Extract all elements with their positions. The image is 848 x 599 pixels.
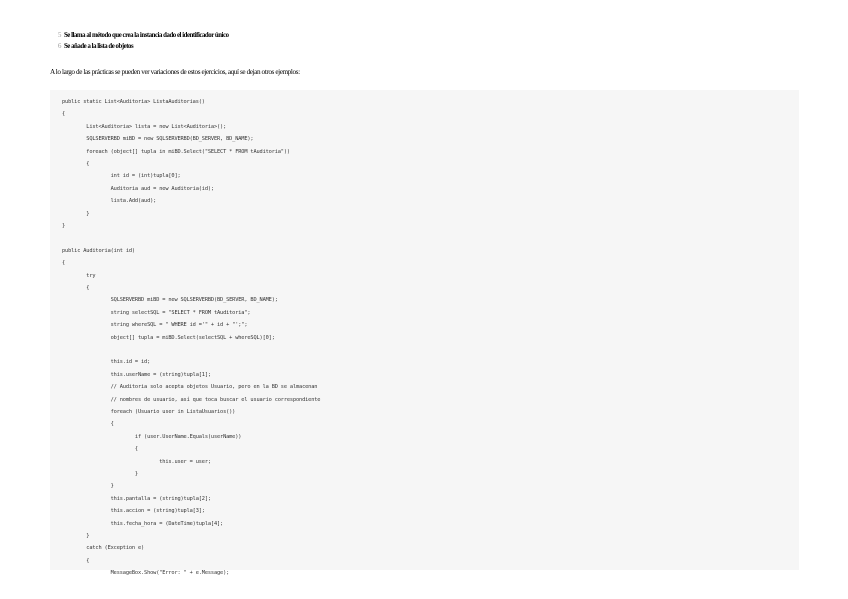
list-item-text: Se añade a la lista de objetos [63, 43, 134, 50]
code-line: this.userName = (string)tupla[1]; [62, 371, 211, 378]
code-line: } [62, 483, 114, 490]
code-line: foreach (Usuario user in ListaUsuarios()) [62, 409, 236, 415]
list-item [58, 30, 229, 41]
list-item [58, 41, 229, 52]
code-line: { [62, 446, 138, 453]
list-item-text: Se llama al método que crea la instancia dado el identificador único [63, 32, 229, 39]
code-line: } [62, 210, 90, 217]
code-line: this.accion = (string)tupla[3]; [62, 508, 205, 515]
code-line: MessageBox.Show("Error: " + e.Message); [62, 570, 230, 577]
code-line: this.pantalla = (string)tupla[2]; [62, 495, 211, 502]
code-line: { [62, 557, 90, 564]
code-line: { [62, 111, 66, 118]
code-line: { [62, 260, 66, 267]
code-line: public Auditoria(int id) [62, 247, 135, 254]
code-line: // Auditoria solo acepta objetos Usuario, pero en la BD se almacenan [62, 384, 318, 391]
code-line: { [62, 285, 90, 291]
code-block [50, 90, 799, 577]
code-line: Auditoria aud = new Auditoria(id); [62, 185, 214, 192]
code-line: { [62, 421, 114, 428]
code-line: List<Auditoria> lista = new List<Auditoria>(); [62, 123, 227, 130]
code-line: // nombres de usuario, así que toca buscar el usuario correspondiente [62, 396, 321, 403]
code-line: this.id = id; [62, 359, 151, 366]
code-line: } [62, 533, 90, 539]
code-line: try [62, 272, 96, 279]
list-item-number: 5 [58, 32, 61, 39]
code-line: string selectSQL = "SELECT * FROM tAuditoria"; [62, 309, 251, 316]
code-line: this.fecha_hora = (DateTime)tupla[4]; [62, 520, 224, 527]
code-line: int id = (int)tupla[0]; [62, 173, 181, 180]
intro-paragraph: A lo largo de las prácticas se pueden ver variaciones de estos ejercicios, aquí se dejan otros ejemplos: [50, 68, 300, 76]
code-line: object[] tupla = miBD.Select(selectSQL + whereSQL)[0]; [62, 334, 275, 341]
code-line: public static List<Auditoria> ListaAuditorias() [62, 99, 205, 105]
numbered-steps-list [58, 30, 229, 52]
code-line: catch (Exception e) [62, 545, 145, 552]
list-item-number: 6 [58, 43, 61, 50]
code-line: { [62, 161, 90, 167]
code-line: } [62, 223, 66, 229]
code-line: string whereSQL = " WHERE id ='" + id + "';"; [62, 322, 248, 329]
code-line: lista.Add(aud); [62, 198, 157, 205]
code-line: SQLSERVERBD miBD = new SQLSERVERBD(BD_SERVER, BD_NAME); [62, 136, 254, 143]
code-line: this.user = user; [62, 458, 211, 465]
code-line: SQLSERVERBD miBD = new SQLSERVERBD(BD_SERVER, BD_NAME); [62, 297, 278, 304]
code-line: if (user.UserName.Equals(userName)) [62, 433, 242, 440]
code-line: } [62, 471, 138, 477]
code-line: foreach (object[] tupla in miBD.Select("SELECT * FROM tAuditoria")) [62, 148, 290, 155]
